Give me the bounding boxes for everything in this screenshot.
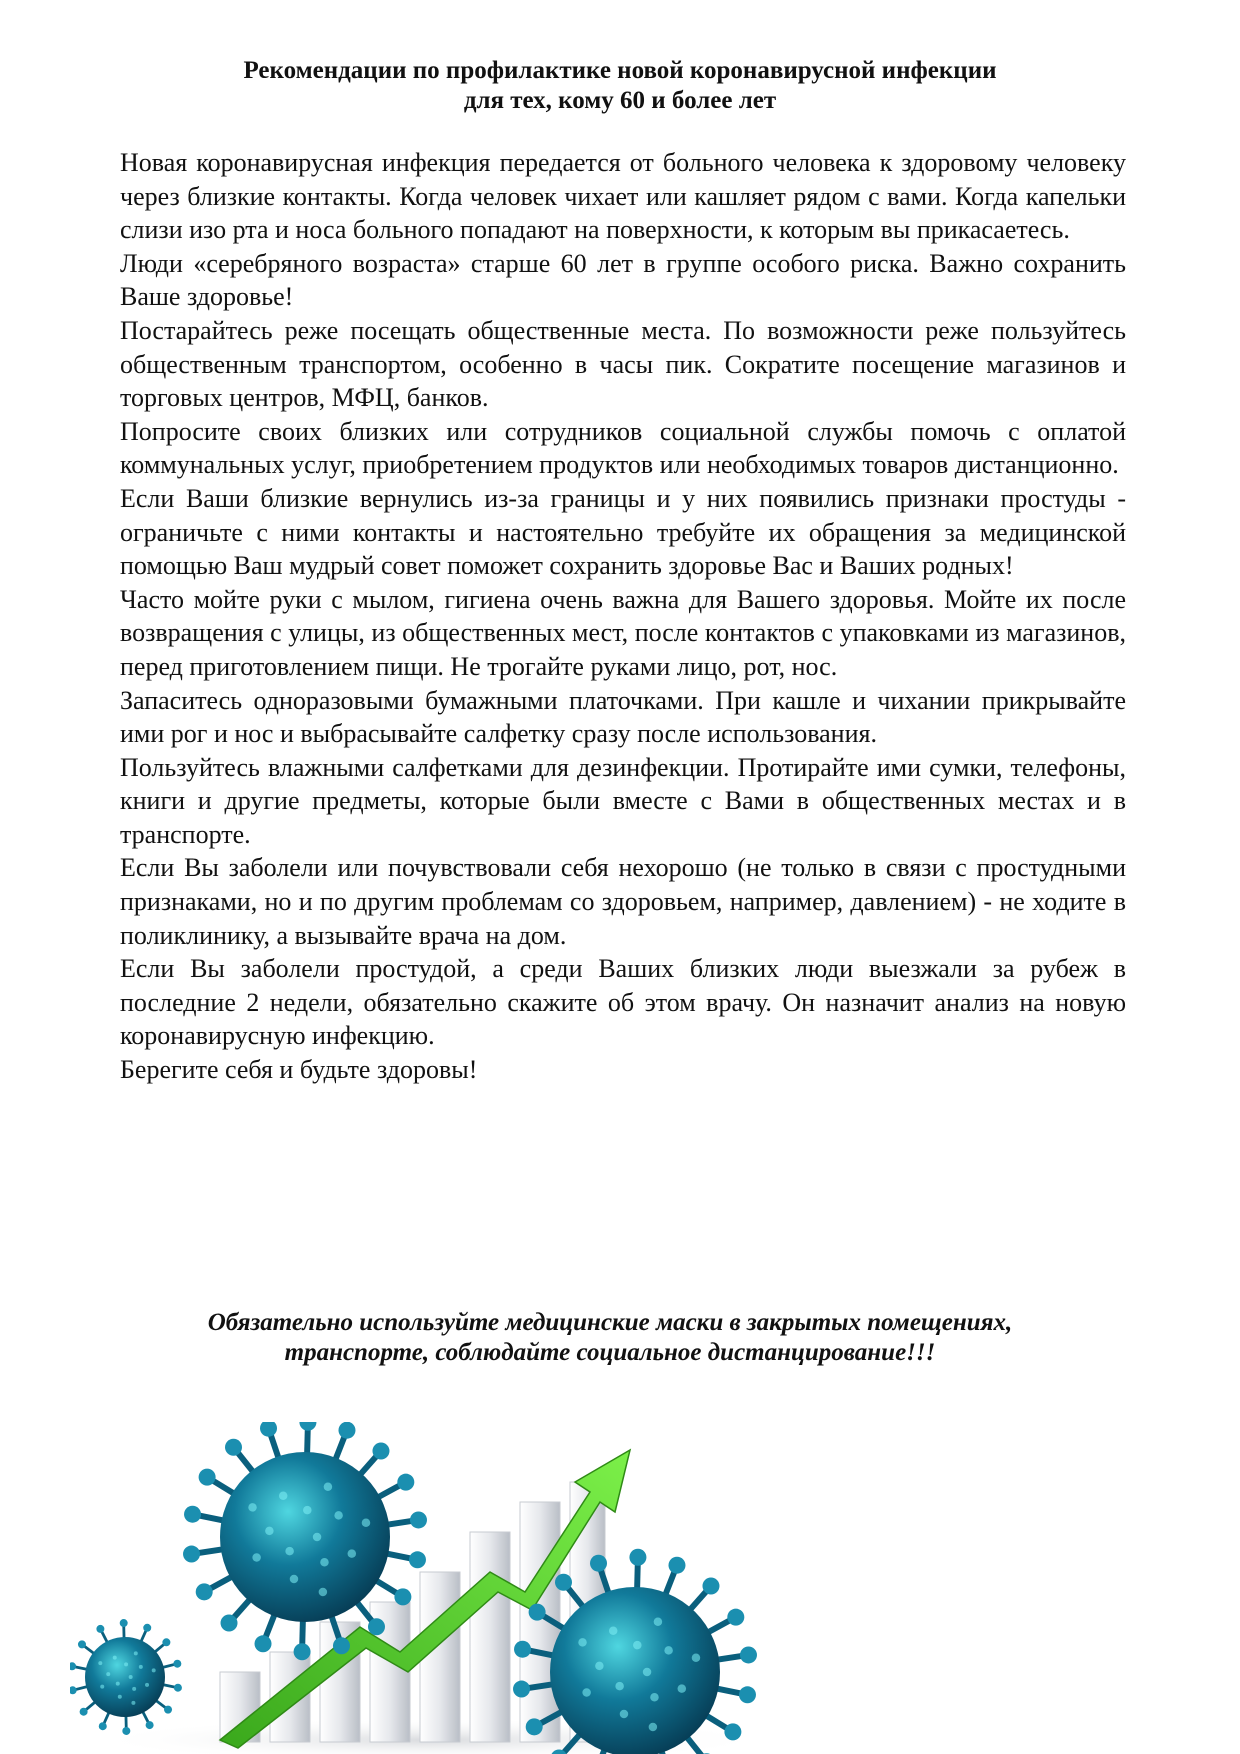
paragraph: Новая коронавирусная инфекция передается от больного человека к здоровому человеку через близкие контакты. Когда человек чихает или кашляет рядом с вами. Когда капельки слизи изо рта и носа больного попадают на поверхности, к которым вы прикасаетесь. — [120, 148, 1126, 245]
paragraph: Пользуйтесь влажными салфетками для дезинфекции. Протирайте ими сумки, телефоны, книги и другие предметы, которые были вместе с Вами в общественных местах и в транспорте. — [120, 752, 1126, 849]
bar-step — [470, 1532, 510, 1742]
closing-line-1: Обязательно используйте медицинские маски в закрытых помещениях, — [207, 1309, 1013, 1336]
paragraph: Попросите своих близких или сотрудников социальной службы помочь с оплатой коммунальных услуг, приобретением продуктов или необходимых товаров дистанционно. — [120, 416, 1126, 480]
paragraph: Берегите себя и будьте здоровы! — [120, 1055, 478, 1085]
paragraph: Если Вы заболели простудой, а среди Ваших близких люди выезжали за рубеж в последние 2 недели, обязательно скажите об этом врачу. Он назначит анализ на новую коронавирусную инфекцию. — [120, 954, 1126, 1051]
paragraph: Часто мойте руки с мылом, гигиена очень важна для Вашего здоровья. Мойте их после возвращения с улицы, из общественных мест, после контактов с упаковками из магазинов, перед приготовлением пищи. Не трогайте руками лицо, рот, нос. — [120, 584, 1126, 681]
closing-note — [110, 1308, 1110, 1368]
paragraph: Люди «серебряного возраста» старше 60 лет в группе особого риска. Важно сохранить Ваше здоровье! — [120, 248, 1126, 312]
virus-icon — [70, 1619, 182, 1735]
virus-growth-chart-illustration — [70, 1422, 790, 1754]
virus-particles — [70, 1422, 757, 1754]
paragraph: Если Ваши близкие вернулись из-за границы и у них появились признаки простуды - ограничьте с ними контакты и настоятельно требуйте их обращения за медицинской помощью Ваш мудрый совет поможет сохранить здоровье Вас и Ваших родных! — [120, 483, 1126, 581]
paragraph: Запаситесь одноразовыми бумажными платочками. При кашле и чихании прикрывайте ими рог и нос и выбрасывайте салфетку сразу после использования. — [120, 685, 1126, 749]
paragraph: Постарайтесь реже посещать общественные места. По возможности реже пользуйтесь общественным транспортом, особенно в часы пик. Сократите посещение магазинов и торговых центров, МФЦ, банков. — [120, 315, 1126, 413]
page-title — [120, 56, 1120, 116]
paragraph: Если Вы заболели или почувствовали себя нехорошо (не только в связи с простудными признаками, но и по другим проблемам со здоровьем, например, давлением) - не ходите в поликлинику, а вызывайте врача на дом. — [120, 853, 1126, 950]
closing-line-2: транспорте, соблюдайте социальное дистанцирование!!! — [284, 1339, 936, 1366]
illustration-svg — [70, 1422, 790, 1754]
body-text — [120, 146, 1126, 1087]
title-line-1: Рекомендации по профилактике новой коронавирусной инфекции — [243, 57, 997, 84]
title-line-2: для тех, кому 60 и более лет — [463, 87, 777, 114]
